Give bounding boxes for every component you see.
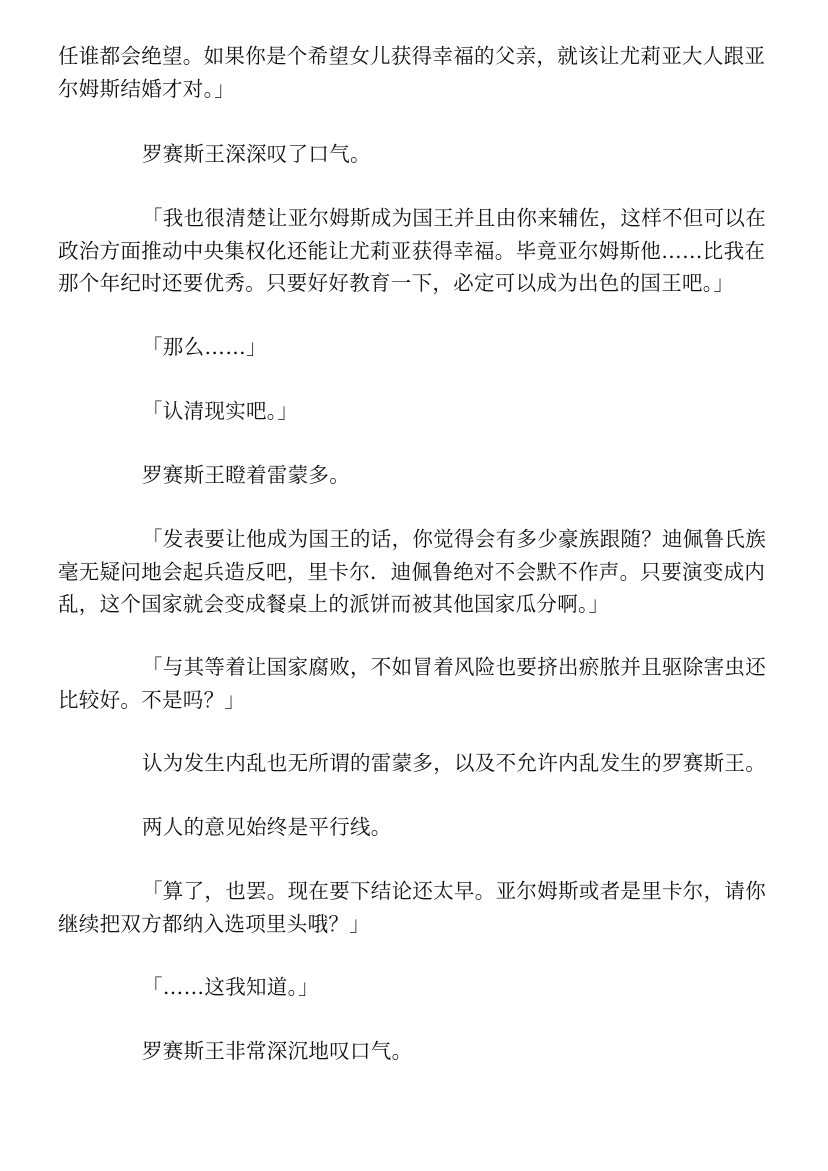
paragraph-2: 罗赛斯王深深叹了口气。 <box>142 142 371 166</box>
paragraph-12: 「……这我知道。」 <box>142 975 319 999</box>
paragraph-4: 「那么……」 <box>142 335 267 359</box>
document-page <box>58 0 774 1171</box>
paragraph-11: 「算了，也罢。现在要下结论还太早。亚尔姆斯或者是里卡尔，请你继续把双方都纳入选项里头哦？」 <box>58 879 766 936</box>
paragraph-5: 「认清现实吧。」 <box>142 399 299 423</box>
paragraph-9: 认为发生内乱也无所谓的雷蒙多，以及不允许内乱发生的罗赛斯王。 <box>142 751 766 775</box>
paragraph-3: 「我也很清楚让亚尔姆斯成为国王并且由你来辅佐，这样不但可以在政治方面推动中央集权化还能让尤莉亚获得幸福。毕竟亚尔姆斯他……比我在那个年纪时还要优秀。只要好好教育一下，必定可以成为出色的国王吧。」 <box>58 206 766 295</box>
paragraph-8: 「与其等着让国家腐败，不如冒着风险也要挤出瘀脓并且驱除害虫还比较好。不是吗？」 <box>58 655 766 712</box>
paragraph-10: 两人的意见始终是平行线。 <box>142 815 392 839</box>
paragraph-13: 罗赛斯王非常深沉地叹口气。 <box>142 1039 413 1063</box>
paragraph-1: 任谁都会绝望。如果你是个希望女儿获得幸福的父亲，就该让尤莉亚大人跟亚尔姆斯结婚才对。」 <box>58 44 766 101</box>
paragraph-6: 罗赛斯王瞪着雷蒙多。 <box>142 463 350 487</box>
paragraph-7: 「发表要让他成为国王的话，你觉得会有多少豪族跟随？迪佩鲁氏族毫无疑问地会起兵造反吧，里卡尔．迪佩鲁绝对不会默不作声。只要演变成内乱，这个国家就会变成餐桌上的派饼而被其他国家瓜分啊。」 <box>58 527 766 616</box>
